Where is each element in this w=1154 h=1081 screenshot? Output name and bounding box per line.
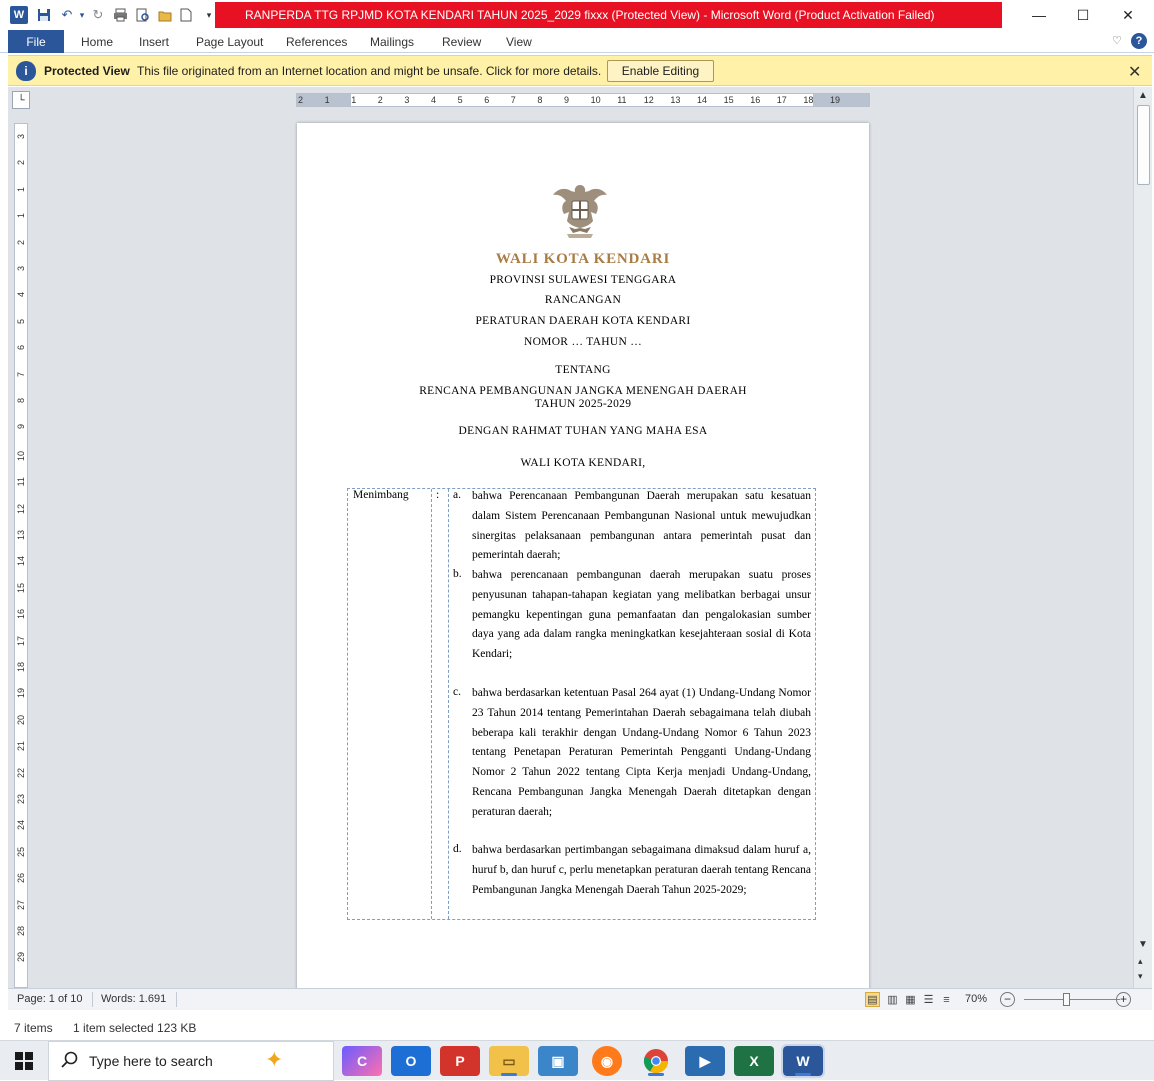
- clause-text: bahwa perencanaan pembangunan daerah merupakan suatu proses penyusunan tahapan-tahapan kegiatan yang melibatkan berbagai unsur pemangku kepentingan guna pemanfaatan dan pengalokasian sumber daya yang ada dalam rangka meningkatkan kesejahteraan sosial di Kota Kendari;: [472, 569, 811, 660]
- blessing-line: DENGAN RAHMAT TUHAN YANG MAHA ESA: [458, 425, 708, 437]
- start-button[interactable]: [0, 1041, 48, 1081]
- word-count[interactable]: Words: 1.691: [101, 993, 167, 1005]
- scroll-thumb[interactable]: [1137, 105, 1150, 185]
- outlook-app-icon[interactable]: O: [391, 1046, 431, 1076]
- ruler-tick-label: 3: [16, 266, 26, 272]
- close-icon: ✕: [1122, 6, 1134, 23]
- ruler-tick-label: 1: [324, 95, 330, 105]
- ruler-tick-label: 21: [16, 741, 26, 752]
- clause-text: bahwa Perencanaan Pembangunan Daerah merupakan satu kesatuan dalam Sistem Perencanaan Pembangunan Nasional untuk mewujudkan sinergitas pelaksanaan pembangunan antara pemerintah pusat dan pemerintah daerah;: [472, 490, 811, 562]
- excel-app-icon[interactable]: X: [734, 1046, 774, 1076]
- tab-file[interactable]: File: [8, 30, 64, 53]
- copilot-app-icon[interactable]: C: [342, 1046, 382, 1076]
- ruler-tick-label: 2: [377, 95, 383, 105]
- close-button[interactable]: [1105, 0, 1151, 30]
- search-placeholder: Type here to search: [89, 1053, 213, 1069]
- tab-view[interactable]: View: [506, 34, 532, 49]
- scroll-down-icon[interactable]: ▼: [1138, 939, 1148, 950]
- ruler-margin-right: [813, 94, 869, 106]
- undo-dropdown-icon[interactable]: ▾: [79, 9, 85, 20]
- regulation-line: PERATURAN DAERAH KOTA KENDARI: [475, 315, 691, 327]
- province-line: PROVINSI SULAWESI TENGGARA: [489, 274, 677, 286]
- mayor-line: WALI KOTA KENDARI,: [520, 457, 646, 469]
- zoom-slider[interactable]: [1024, 999, 1120, 1000]
- minimize-icon: —: [1032, 7, 1046, 23]
- ruler-tick-label: 1: [16, 213, 26, 219]
- file-explorer-icon[interactable]: ▭: [489, 1046, 529, 1076]
- ruler-tick-label: 22: [16, 767, 26, 778]
- protected-view-close-icon[interactable]: ✕: [1128, 64, 1142, 81]
- zoom-out-icon[interactable]: −: [1000, 992, 1015, 1007]
- ruler-tick-label: 10: [16, 450, 26, 461]
- zoom-slider-thumb[interactable]: [1063, 993, 1070, 1006]
- clause-letter: d.: [453, 843, 462, 855]
- control-panel-icon[interactable]: ▣: [538, 1046, 578, 1076]
- ruler-tick-label: 2: [16, 160, 26, 166]
- ruler-tick-label: 13: [670, 95, 681, 105]
- menimbang-table: [347, 488, 816, 920]
- subject-year-line: TAHUN 2025-2029: [534, 398, 632, 410]
- ruler-tick-label: 19: [16, 688, 26, 699]
- ruler-tick-label: 5: [16, 318, 26, 324]
- zoom-level[interactable]: 70%: [965, 993, 988, 1005]
- print-layout-view-icon[interactable]: ▤: [865, 992, 880, 1007]
- active-indicator: [648, 1073, 664, 1076]
- active-indicator: [501, 1073, 517, 1076]
- protected-view-bar: [8, 55, 1152, 86]
- ruler-tick-label: 8: [16, 398, 26, 404]
- window-title: [215, 2, 1002, 28]
- ruler-tick-label: 3: [16, 134, 26, 140]
- next-page-icon[interactable]: ▾: [1138, 971, 1143, 981]
- ruler-tick-label: 27: [16, 899, 26, 910]
- ruler-tick-label: 9: [564, 95, 570, 105]
- ruler-tick-label: 28: [16, 926, 26, 937]
- web-layout-icon[interactable]: ▦: [905, 994, 916, 1006]
- status-separator: [176, 992, 177, 1007]
- open-folder-icon[interactable]: [156, 6, 174, 24]
- enable-editing-button[interactable]: Enable Editing: [607, 60, 714, 82]
- clause-letter: c.: [453, 686, 461, 698]
- ruler-tick-label: 19: [830, 95, 841, 105]
- tab-review[interactable]: Review: [442, 34, 482, 49]
- tab-home[interactable]: Home: [81, 34, 114, 49]
- print-icon[interactable]: [111, 6, 129, 24]
- prev-page-icon[interactable]: ▴: [1138, 956, 1143, 966]
- scroll-up-icon[interactable]: ▲: [1138, 90, 1148, 101]
- about-line: TENTANG: [555, 364, 611, 376]
- explorer-item-count: 7 items: [14, 1021, 53, 1035]
- taskbar: [0, 1040, 1154, 1080]
- ruler-tick-label: 3: [404, 95, 410, 105]
- ruler-tick-label: 6: [484, 95, 490, 105]
- print-preview-icon[interactable]: [134, 6, 152, 24]
- ruler-tick-label: 26: [16, 873, 26, 884]
- tab-mailings[interactable]: Mailings: [370, 34, 415, 49]
- ruler-tick-label: 4: [16, 292, 26, 298]
- document-heading: WALI KOTA KENDARI: [495, 251, 671, 267]
- maximize-button[interactable]: [1060, 0, 1106, 30]
- chrome-icon[interactable]: [636, 1046, 676, 1076]
- ruler-tick-label: 6: [16, 345, 26, 351]
- ruler-tick-label: 12: [643, 95, 654, 105]
- vertical-ruler[interactable]: [14, 123, 28, 988]
- garuda-emblem-icon: [549, 181, 611, 245]
- ruler-tick-label: 16: [16, 609, 26, 620]
- app-letter: W: [13, 9, 25, 21]
- ruler-tick-label: 1: [16, 186, 26, 192]
- ruler-tick-label: 4: [431, 95, 437, 105]
- undo-icon[interactable]: ↶: [61, 7, 73, 22]
- ruler-tick-label: 18: [803, 95, 814, 105]
- ruler-tick-label: 14: [697, 95, 708, 105]
- protected-view-message[interactable]: This file originated from an Internet location and might be unsafe. Click for more details.: [137, 64, 602, 78]
- word-app-icon[interactable]: [10, 6, 28, 24]
- ruler-tick-label: 23: [16, 794, 26, 805]
- explorer-status: [0, 1013, 1154, 1040]
- clause-text: bahwa berdasarkan pertimbangan sebagaimana dimaksud dalam huruf a, huruf b, dan huruf c, perlu menetapkan peraturan daerah tentang Rencana Pembangunan Jangka Menengah Daerah Tahun 2025-2029;: [472, 844, 811, 896]
- title-bar: [0, 0, 1154, 30]
- ruler-tick-label: 1: [351, 95, 357, 105]
- ruler-tick-label: 2: [16, 239, 26, 245]
- taskbar-search[interactable]: [48, 1041, 334, 1081]
- ruler-tick-label: 16: [750, 95, 761, 105]
- ruler-tick-label: 11: [617, 95, 627, 105]
- ruler-tick-label: 9: [16, 424, 26, 430]
- menimbang-label: Menimbang: [353, 489, 409, 501]
- draft-view-icon[interactable]: ≡: [943, 993, 950, 1006]
- word-taskbar-icon[interactable]: W: [783, 1046, 823, 1076]
- ruler-tick-label: 14: [16, 556, 26, 567]
- tab-references[interactable]: References: [286, 34, 348, 49]
- ruler-tick-label: 7: [16, 371, 26, 377]
- ruler-tick-label: 20: [16, 714, 26, 725]
- ruler-tick-label: 25: [16, 846, 26, 857]
- outline-view-icon[interactable]: ☰: [923, 994, 934, 1006]
- protected-view-title: Protected View: [44, 64, 130, 78]
- subject-line: RENCANA PEMBANGUNAN JANGKA MENENGAH DAERAH: [419, 385, 747, 397]
- firefox-icon[interactable]: ◉: [592, 1046, 622, 1076]
- ruler-tick-label: 24: [16, 820, 26, 831]
- minimize-button[interactable]: [1016, 0, 1062, 30]
- maximize-icon: ☐: [1076, 6, 1090, 23]
- save-icon[interactable]: [35, 6, 53, 24]
- number-line: NOMOR … TAHUN …: [523, 336, 643, 348]
- tab-page-layout[interactable]: Page Layout: [196, 34, 264, 49]
- redo-icon[interactable]: ↻: [92, 7, 104, 22]
- new-document-icon[interactable]: [177, 6, 195, 24]
- ruler-tick-label: 13: [16, 530, 26, 541]
- clause-text: bahwa berdasarkan ketentuan Pasal 264 ayat (1) Undang-Undang Nomor 23 Tahun 2014 tentang Pemerintahan Daerah sebagaimana telah diubah beberapa kali terakhir dengan Undang-Undang Nomor 6 Tahun 2023 tentang Penetapan Peraturan Pemerintah Pengganti Undang-Undang Nomor 2 Tahun 2022 tentang Cipta Kerja menjadi Undang-Undang, Rencana Pembangunan Jangka Menengah Daerah ditetapkan dengan peraturan daerah;: [472, 687, 811, 818]
- search-icon: [61, 1051, 79, 1072]
- ruler-tick-label: 7: [510, 95, 516, 105]
- full-screen-reading-icon[interactable]: ▥: [887, 994, 898, 1006]
- ruler-tick-label: 2: [298, 95, 304, 105]
- page-count[interactable]: Page: 1 of 10: [17, 993, 83, 1005]
- tab-selector-icon[interactable]: └: [12, 91, 30, 109]
- media-app-icon[interactable]: ▶: [685, 1046, 725, 1076]
- status-bar: [8, 988, 1152, 1010]
- ribbon-collapse-icon[interactable]: ♡: [1112, 35, 1122, 47]
- document-workspace: [8, 87, 1152, 988]
- ruler-tick-label: 17: [16, 635, 26, 646]
- shield-info-icon: i: [16, 61, 36, 81]
- help-icon[interactable]: ?: [1131, 33, 1147, 49]
- window-title-text: RANPERDA TTG RPJMD KOTA KENDARI TAHUN 2025_2029 fixxx (Protected View) - Microsoft Word (Product Activation Failed): [245, 8, 935, 22]
- vertical-scrollbar[interactable]: [1133, 87, 1152, 988]
- ribbon-tabs: [0, 30, 1154, 53]
- clause-letter: b.: [453, 568, 462, 580]
- explorer-selection: 1 item selected 123 KB: [73, 1021, 197, 1035]
- customize-qat-icon[interactable]: ▾: [206, 9, 212, 20]
- ruler-tick-label: 15: [723, 95, 734, 105]
- ruler-tick-label: 11: [16, 477, 26, 487]
- ruler-tick-label: 10: [590, 95, 601, 105]
- status-separator: [92, 992, 93, 1007]
- ruler-tick-label: 8: [537, 95, 543, 105]
- pdf-app-icon[interactable]: P: [440, 1046, 480, 1076]
- ruler-tick-label: 17: [776, 95, 787, 105]
- tab-insert[interactable]: Insert: [139, 34, 170, 49]
- draft-line: RANCANGAN: [544, 294, 622, 306]
- ruler-tick-label: 29: [16, 952, 26, 963]
- ruler-tick-label: 5: [457, 95, 463, 105]
- ruler-tick-label: 18: [16, 662, 26, 673]
- ruler-tick-label: 12: [16, 503, 26, 514]
- zoom-in-icon[interactable]: +: [1116, 992, 1131, 1007]
- clause-letter: a.: [453, 489, 461, 501]
- active-indicator: [795, 1073, 811, 1076]
- horizontal-ruler[interactable]: [296, 93, 870, 107]
- table-divider: [431, 489, 432, 919]
- copilot-sparkle-icon[interactable]: ✦: [265, 1047, 284, 1072]
- ruler-tick-label: 15: [16, 582, 26, 593]
- table-divider: [448, 489, 449, 919]
- windows-logo-icon: [15, 1052, 33, 1070]
- document-page[interactable]: [297, 123, 869, 988]
- menimbang-colon: :: [436, 489, 440, 501]
